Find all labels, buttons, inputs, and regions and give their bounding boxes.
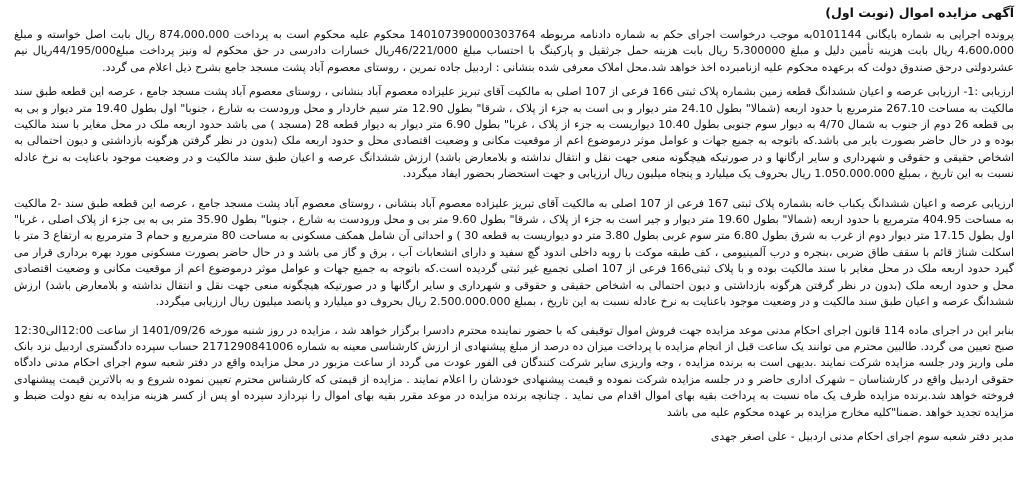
notice-title: آگهی مزایده اموال (نوبت اول) xyxy=(825,5,1014,20)
appraisal-item-1: ارزیابی :1- ارزیابی عرصه و اعیان ششدانگ قطعه زمین بشماره پلاک ثبتی 166 فرعی از 107 اصلی به مالکیت آقای تبریز علیزاده معصوم آباد بنشانی ، روستای معصوم آباد پشت مسجد جامع ، عرصه این قطعه طبق سند مالکیت به مساحت 267.10 مترمربع با حدود اربعه (شمالا" بطول 24.10 متر دیوار و بی است به جزء از پلاک ، شرقا" بطول 12.90 متر سیم خاردار و محل ورودست به شارع ، جنوبا" اول بطول 19.40 متر دیوار و بی به بی قطعه 26 دوم از جنوب به شمال 4/70 به دیوار سوم جنوبی بطول 10.40 دیواریست به جزء از پلاک ، غربا" بطول 6.90 متر دیوار به دیوار قطعه 28 (مسجد ) می باشد حدود اربعه ملک در محل مغایر با سند مالکیت بوده و در حال حاضر بصورت بایر می باشد.که باتوجه به جمیع جهات و عوامل موثر درموضوع اعم از موقعیت مکانی و وضعیت اقتصادی محل و حدود اربعه ملک (بدون در نظر گرفتن هرگونه بازداشتی و دیون احتمالی به اشخاص حقیقی و حقوقی و شهرداری و سایر ارگانها و در صورتیکه هیچگونه منعی جهت نقل و انتقال نداشته و بلامعارض باشد) ارزش ششدانگ عرصه و اعیان طبق سند مالکیت و در وضعیت موجود باعنایت به نرخ عادله نسبت به این تاریخ ، بمبلغ 1.050.000.000 ریال بحروف یک میلیارد و پنجاه میلیون ریال ارزیابی و جهت استحضار بحضور ایفاد میگردد. xyxy=(14,85,1014,181)
appraisal-item-2: ارزیابی عرصه و اعیان ششدانگ یکباب خانه بشماره پلاک ثبتی 167 فرعی از 107 اصلی به مالکیت آقای تبریز علیزاده معصوم آباد بنشانی ، روستای معصوم آباد پشت مسجد جامع ، عرصه این قطعه طبق سند -2 مالکیت به مساحت 404.95 مترمربع با حدود اربعه (شمالا" بطول 19.60 متر دیوار و جیر است به جزء از پلاک ، شرقا" بطول 9.60 متر بی و محل ورودست به شارع ، جنوبا" بطول 35.90 متر بی به بی جزء از پلاک اصلی ، غربا" اول بطول 17.15 متر دیوار دوم از غرب به شرق بطول 6.80 متر سوم غربی بطول 3.80 متر دو دیواریست به قطعه 30 ) و احداثی آن شامل همکف مسکونی به مساحت 80 مترمربع و حمام 3 مترمربع به ارتفاع 3 متر با اسکلت شناژ قائم با سقف طاق ضربی ،بنجره و درب آلمینیومی ، کف طبقه موکت با روبه داخلی اندود گچ سفید و دارای انشعابات آب ، برق و گاز می باشد و در حال حاضر بصورت مسکونی مورد بهره برداری قرار می گیرد حدود اربعه ملک در محل مغایر با سند مالکیت بوده و با پلاک ثبتی166 فرعی از 107 اصلی تجمیع غیر ثبتی گردیده است.که باتوجه به جمیع جهات و عوامل موثر درموضوع اعم از موقعیت مکانی و وضعیت اقتصادی محل و حدود اربعه ملک (بدون در نظر گرفتن هرگونه بازداشتی و دیون احتمالی به اشخاص حقیقی و حقوقی و شهرداری و سایر ارگانها و در صورتیکه هیچگونه منعی جهت نقل و انتقال نداشته و بلامعارض باشد) ارزش ششدانگ عرصه و اعیان طبق سند مالکیت و در وضعیت موجود باعنایت به نرخ عادله نسبت به این تاریخ ، بمبلغ 2.500.000.000 ریال بحروف دو میلیارد و پانصد میلیون ریال ارزیابی میگردد. xyxy=(14,196,1015,309)
auction-notice xyxy=(14,4,1014,445)
signature-line: مدیر دفتر شعبه سوم اجرای احکام مدنی اردبیل - علی اصغر جهدی xyxy=(710,429,1014,443)
auction-terms-paragraph: بنابر این در اجرای ماده 114 قانون اجرای احکام مدنی موعد مزایده جهت فروش اموال توقیفی که با حضور نماینده محترم دادسرا برگزار خواهد شد ، مزایده در روز شنبه مورخه 1401/09/26 از ساعت 12:00الی12:30 صبح تعیین می گردد. طالبین محترم می توانند یک ساعت قبل از انجام مزایده با پرداخت میزان ده درصد از مبلغ پیشنهادی از ارزش کارشناسی معینه به شماره 2171290841006 حساب سپرده دادگستری اردبیل نزد بانک ملی واریز ودر جلسه مزایده شرکت نمایند .بدیهی است به برنده مزایده ، وجه واریزی سایر شرکت کنندگان فی الفور عودت می گردد از ساعت مزبور در محل مزایده واقع در دفتر شعبه سوم اجرای احکام مدنی دادگاه حقوقی اردبیل واقع در کارشناسان – شهرک اداری حاضر و در جلسه مزایده شرکت نموده و قیمت پیشنهادی خودشان را اعلام نمایند . مزایده از قیمتی که کارشناس محترم تعیین نموده شروع و به بالاترین قیمت پیشنهادی فروخته خواهد شد.برنده مزایده ظرف یک ماه نسبت به پرداخت بقیه بهای اموال اقدام می نماید . چنانچه برنده مزایده در موعد مقرر بقیه بهای اموال را نپردازد سپرده او پس از کسر هزینه مزایده به نفع دولت ضبط و مزایده تجدید خواهد .ضمنا"کلیه مخارج مزایده بر عهده محکوم علیه می باشد xyxy=(14,323,1014,419)
notice-intro-paragraph: پرونده اجرایی به شماره بایگانی 0101144به موجب درخواست اجرای حکم به شماره دادنامه مربوطه 140107390000303764 محکوم علیه محکوم است به پرداخت 874،000،000 ریال بابت اصل خواسته و مبلغ 4،600،000 ریال بابت هزینه تأمین دلیل و مبلغ 5،300000 ریال بابت هزینه حمل جرثقیل و پارکینگ با احتساب مبلغ 46/221/000ریال خسارات دادرسی در حق محکوم له ونیز پرداخت مبلغ44/195/000ریال نیم عشردولتی درحق صندوق دولت که برعهده محکوم علیه ازنامبرده اخذ خواهد شد.محل املاک معرفی شده بنشانی : اردبیل جاده نمرین ، روستای معصوم آباد پشت مسجد جامع بشرح ذیل اعلام می گردد. xyxy=(14,28,1014,74)
